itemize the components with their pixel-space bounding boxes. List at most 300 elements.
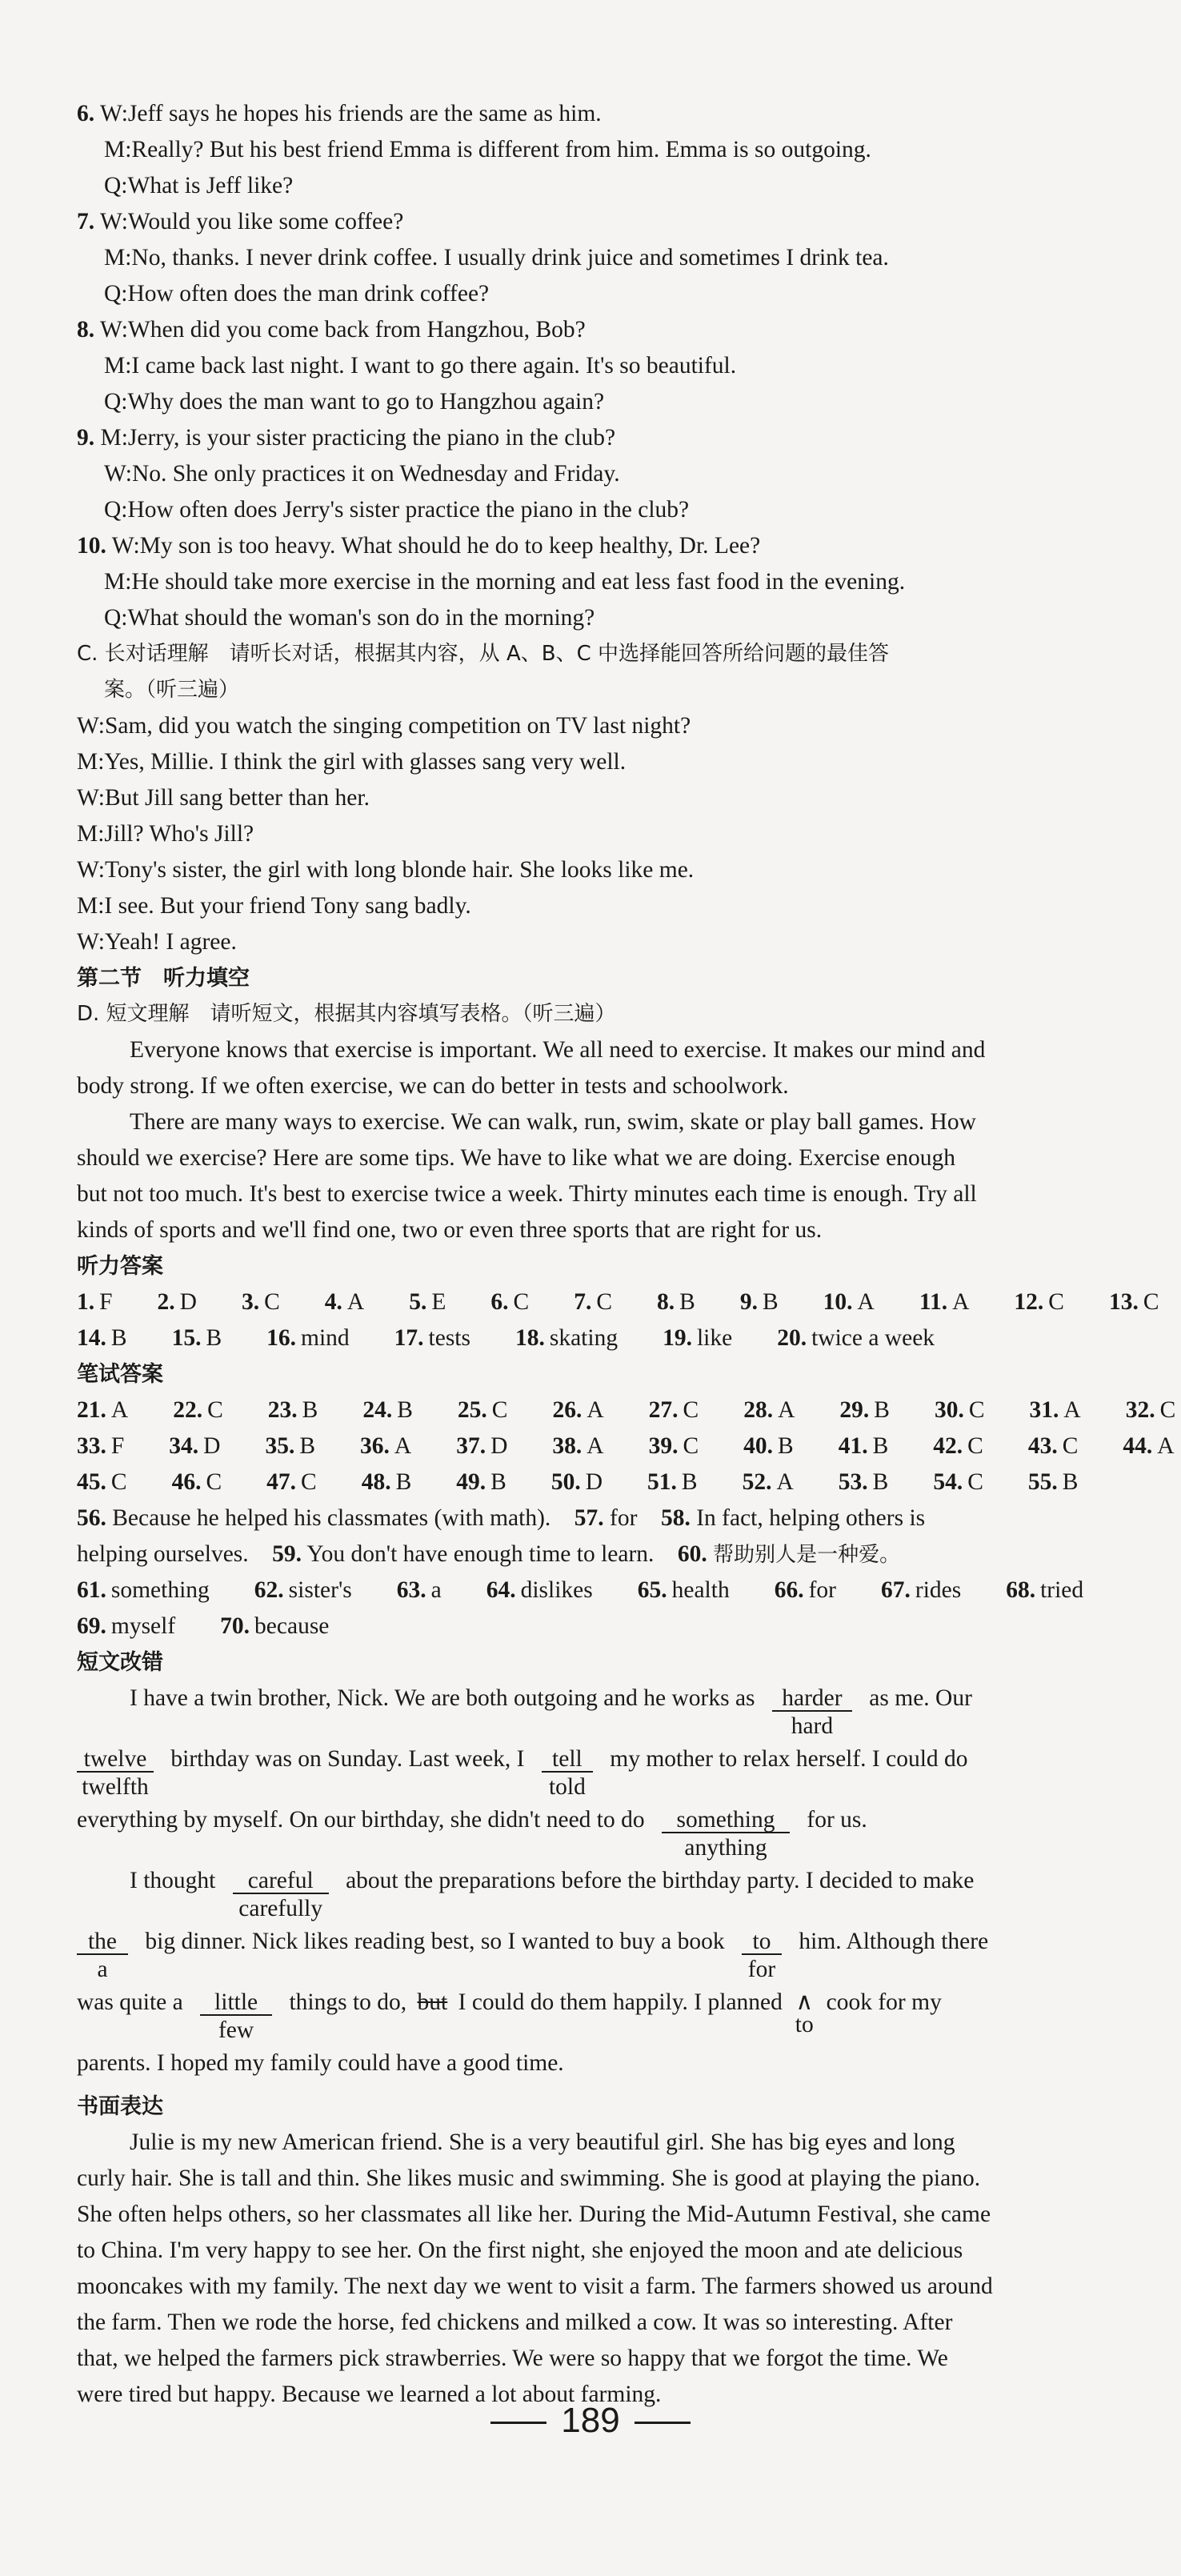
- answer-item: [1028, 1428, 1101, 1464]
- answer-value: A: [110, 1397, 129, 1423]
- answer-item: [325, 1284, 386, 1320]
- answer-number: 49.: [456, 1469, 486, 1495]
- script-10-line: [77, 564, 1141, 600]
- correction-line6: was quite a little few things to do, but I could do them happily. I planned ∧ to cook for my: [77, 1985, 1141, 2045]
- script-8-line: [77, 384, 1141, 420]
- answer-item: [839, 1428, 911, 1464]
- answer-item: [77, 1464, 150, 1500]
- answer-value: B: [872, 1433, 889, 1459]
- answer-item: [777, 1320, 957, 1356]
- listening-answers-row1: [77, 1284, 1159, 1320]
- writing-line: She often helps others, so her classmates all like her. During the Mid-Autumn Festival, she came: [77, 2201, 991, 2227]
- answer-item: [242, 1284, 302, 1320]
- answer-value: B: [762, 1289, 779, 1315]
- answer-number: 11.: [919, 1289, 948, 1315]
- answer-item: [362, 1464, 434, 1500]
- answer-value: A: [857, 1289, 875, 1315]
- answer-number: 31.: [1029, 1397, 1059, 1423]
- part-c-dialogue: [77, 708, 1141, 960]
- answer-value: D: [203, 1433, 221, 1459]
- answer-number: 48.: [361, 1469, 391, 1495]
- answer-58: In fact, helping others is: [696, 1505, 926, 1531]
- answer-value: C: [110, 1469, 127, 1495]
- answer-item: [919, 1284, 992, 1320]
- answer-60: 帮助别人是一种爱。: [713, 1543, 901, 1567]
- answer-value: F: [99, 1289, 113, 1315]
- answer-number: 13.: [1108, 1289, 1139, 1315]
- part-d-section: [77, 960, 1141, 1248]
- answer-number: 46.: [171, 1469, 202, 1495]
- answer-number: 18.: [514, 1325, 545, 1351]
- answer-number: 14.: [77, 1325, 106, 1351]
- part-d-para2-line4: kinds of sports and we'll find one, two or even three sports that are right for us.: [77, 1217, 823, 1243]
- answer-item: [486, 1572, 615, 1608]
- answer-number: 41.: [838, 1433, 868, 1459]
- answer-number: 32.: [1125, 1397, 1155, 1423]
- answer-value: B: [206, 1325, 222, 1351]
- script-text: W:No. She only practices it on Wednesday and Friday.: [104, 461, 620, 487]
- script-text: W:Jeff says he hopes his friends are the same as him.: [99, 101, 602, 126]
- answer-value: C: [513, 1289, 530, 1315]
- answer-value: E: [431, 1289, 446, 1315]
- answer-item: [1030, 1392, 1103, 1428]
- script-9-line: [77, 492, 1141, 528]
- answer-item: [77, 1320, 150, 1356]
- written-answers-row2: [77, 1428, 1175, 1464]
- answer-value: B: [872, 1469, 889, 1495]
- answer-item: [360, 1428, 434, 1464]
- answer-value: C: [1159, 1397, 1176, 1423]
- answer-number: 23.: [267, 1397, 298, 1423]
- answer-value: F: [110, 1433, 125, 1459]
- section2-title: 第二节 听力填空: [77, 966, 250, 991]
- part-c-title: C. 长对话理解 请听长对话，根据其内容，从 A、B、C 中选择能回答所给问题的最佳答: [77, 642, 889, 666]
- writing-line: mooncakes with my family. The next day we went to visit a farm. The farmers showed us around: [77, 2274, 993, 2299]
- answer-56: Because he helped his classmates (with math).: [112, 1505, 551, 1531]
- answer-number: 6.: [490, 1289, 509, 1315]
- answer-item: [458, 1392, 530, 1428]
- answer-number: 62.: [254, 1577, 284, 1603]
- answer-value: D: [179, 1289, 197, 1315]
- answer-value: C: [967, 1469, 983, 1495]
- answer-item: [266, 1464, 339, 1500]
- correction-line2: twelve twelfth birthday was on Sunday. Last week, I tell told my mother to relax herself. I could do: [77, 1741, 1141, 1802]
- listening-answers-title: 听力答案: [77, 1254, 163, 1279]
- answer-number: 10.: [823, 1289, 853, 1315]
- written-answers-row3: [77, 1464, 1141, 1500]
- answer-number: 12.: [1014, 1289, 1044, 1315]
- answer-value: D: [585, 1469, 603, 1495]
- answer-item: [647, 1464, 720, 1500]
- answer-item: [881, 1572, 983, 1608]
- answer-value: B: [681, 1469, 698, 1495]
- answer-value: C: [207, 1397, 223, 1423]
- correction-mark-something: something anything: [662, 1808, 790, 1833]
- page-number: 189: [0, 2401, 1181, 2441]
- answer-value: A: [1157, 1433, 1175, 1459]
- answer-number: 39.: [648, 1433, 679, 1459]
- written-answers-row61: [77, 1572, 1141, 1608]
- answer-item: [649, 1392, 722, 1428]
- script-number: 8.: [77, 317, 95, 343]
- answer-value: twice a week: [811, 1325, 935, 1351]
- page-number-dash-right: [635, 2422, 691, 2424]
- answer-number: 66.: [774, 1577, 804, 1603]
- answer-item: [362, 1392, 435, 1428]
- answer-value: for: [808, 1577, 836, 1603]
- script-6-line: [77, 96, 1141, 132]
- writing-text: [77, 2125, 1141, 2413]
- answer-value: A: [394, 1433, 412, 1459]
- script-6-line: [77, 168, 1141, 204]
- correction-mark-insert-to: ∧ to: [795, 1989, 814, 2037]
- answer-value: B: [302, 1397, 318, 1423]
- answer-item: [456, 1428, 530, 1464]
- writing-line: Julie is my new American friend. She is a very beautiful girl. She has big eyes and long: [130, 2129, 955, 2155]
- answer-item: [823, 1284, 897, 1320]
- answer-number: 55.: [1027, 1469, 1058, 1495]
- answer-value: B: [778, 1433, 794, 1459]
- answer-value: B: [679, 1289, 695, 1315]
- answer-item: [266, 1320, 372, 1356]
- answer-value: something: [110, 1577, 210, 1603]
- answer-item: [933, 1428, 1006, 1464]
- answer-number: 47.: [266, 1469, 296, 1495]
- script-text: M:I came back last night. I want to go there again. It's so beautiful.: [104, 353, 737, 379]
- answer-item: [169, 1428, 242, 1464]
- script-text: M:Really? But his best friend Emma is different from him. Emma is so outgoing.: [104, 137, 871, 162]
- answer-item: [574, 1284, 635, 1320]
- script-text: W:When did you come back from Hangzhou, Bob?: [99, 317, 586, 343]
- dialogue-line: W:But Jill sang better than her.: [77, 785, 370, 811]
- writing-title: 书面表达: [77, 2094, 163, 2119]
- answer-item: [839, 1392, 912, 1428]
- answer-value: myself: [110, 1613, 176, 1639]
- answer-item: [933, 1464, 1006, 1500]
- answer-item: [839, 1464, 911, 1500]
- answer-number: 50.: [550, 1469, 581, 1495]
- writing-line: curly hair. She is tall and thin. She likes music and swimming. She is good at playing the piano.: [77, 2165, 981, 2191]
- answer-item: [397, 1572, 464, 1608]
- answer-value: A: [952, 1289, 970, 1315]
- answer-item: [77, 1572, 232, 1608]
- correction-line3: everything by myself. On our birthday, she didn't need to do something anything for us.: [77, 1807, 867, 1861]
- correction-mark-the: the a: [77, 1929, 128, 1955]
- answer-number: 2.: [157, 1289, 175, 1315]
- answer-item: [77, 1392, 150, 1428]
- script-text: M:No, thanks. I never drink coffee. I usually drink juice and sometimes I drink tea.: [104, 245, 889, 270]
- answer-value: A: [778, 1397, 795, 1423]
- answer-number: 69.: [77, 1613, 106, 1639]
- answer-value: B: [395, 1469, 412, 1495]
- answer-57: for: [610, 1505, 638, 1531]
- script-9-line: [77, 456, 1141, 492]
- script-7-line: [77, 276, 1141, 312]
- answer-number: 37.: [456, 1433, 486, 1459]
- answer-item: [158, 1284, 219, 1320]
- answer-number: 63.: [396, 1577, 426, 1603]
- answer-value: B: [110, 1325, 127, 1351]
- answer-value: C: [1048, 1289, 1064, 1315]
- answer-number: 35.: [265, 1433, 295, 1459]
- answer-value: C: [264, 1289, 280, 1315]
- answer-number: 4.: [324, 1289, 342, 1315]
- answer-item: [515, 1320, 640, 1356]
- answer-value: A: [586, 1433, 604, 1459]
- writing-section: [77, 2089, 1141, 2413]
- answer-item: [220, 1608, 351, 1645]
- script-8-line: [77, 312, 1141, 348]
- answer-item: [740, 1284, 801, 1320]
- answer-item: [552, 1428, 626, 1464]
- answer-number: 21.: [77, 1397, 106, 1423]
- answer-number: 27.: [648, 1397, 679, 1423]
- answer-number: 29.: [839, 1397, 870, 1423]
- answer-item: [743, 1464, 816, 1500]
- script-text: W:Would you like some coffee?: [99, 209, 404, 234]
- answer-number: 34.: [169, 1433, 199, 1459]
- answer-item: [743, 1392, 817, 1428]
- answer-number: 67.: [881, 1577, 911, 1603]
- answer-number: 22.: [173, 1397, 203, 1423]
- answer-number: 52.: [742, 1469, 772, 1495]
- answer-value: C: [596, 1289, 613, 1315]
- part-d-para2-line1: There are many ways to exercise. We can walk, run, swim, skate or play ball games. How: [130, 1109, 976, 1135]
- script-9-line: [77, 420, 1141, 456]
- answer-item: [1006, 1572, 1106, 1608]
- answer-value: A: [1063, 1397, 1081, 1423]
- written-answers: [77, 1356, 1176, 1645]
- written-answers-row1: [77, 1392, 1176, 1428]
- answer-item: [1028, 1464, 1101, 1500]
- answer-number: 45.: [77, 1469, 106, 1495]
- answer-value: B: [1062, 1469, 1079, 1495]
- part-d-para1-line1: Everyone knows that exercise is important. We all need to exercise. It makes our mind and: [130, 1037, 986, 1063]
- script-text: W:My son is too heavy. What should he do to keep healthy, Dr. Lee?: [111, 533, 761, 559]
- answer-item: [77, 1608, 198, 1645]
- script-text: Q:Why does the man want to go to Hangzhou again?: [104, 389, 605, 415]
- answer-59: You don't have enough time to learn.: [306, 1541, 655, 1567]
- answer-number: 5.: [409, 1289, 427, 1315]
- answer-value: dislikes: [520, 1577, 593, 1603]
- answer-item: [172, 1464, 245, 1500]
- answer-number: 33.: [77, 1433, 106, 1459]
- answer-number: 19.: [663, 1325, 692, 1351]
- answer-value: a: [430, 1577, 442, 1603]
- answer-value: C: [1062, 1433, 1079, 1459]
- answer-number: 3.: [241, 1289, 260, 1315]
- correction-mark-but-deleted: but: [417, 1989, 448, 2015]
- answer-item: [775, 1572, 859, 1608]
- listening-answers: [77, 1248, 1159, 1356]
- answer-number: 40.: [743, 1433, 774, 1459]
- page-number-dash-left: [490, 2422, 546, 2424]
- answer-item: [409, 1284, 468, 1320]
- writing-line: were tired but happy. Because we learned a lot about farming.: [77, 2382, 662, 2407]
- answer-number: 61.: [77, 1577, 106, 1603]
- answer-number: 16.: [266, 1325, 296, 1351]
- script-text: Q:What should the woman's son do in the morning?: [104, 605, 595, 631]
- answer-value: health: [671, 1577, 730, 1603]
- answer-item: [657, 1284, 718, 1320]
- answer-value: A: [586, 1397, 604, 1423]
- answer-number: 17.: [394, 1325, 424, 1351]
- dialogue-line: W:Sam, did you watch the singing competition on TV last night?: [77, 713, 691, 739]
- script-7-line: [77, 240, 1141, 276]
- answer-number: 54.: [933, 1469, 963, 1495]
- answer-number: 7.: [574, 1289, 592, 1315]
- answer-value: A: [346, 1289, 365, 1315]
- answer-item: [254, 1572, 374, 1608]
- part-d-title: D. 短文理解 请听短文，根据其内容填写表格。（听三遍）: [77, 1002, 616, 1026]
- correction-mark-to: to for: [742, 1929, 782, 1955]
- script-number: 10.: [77, 533, 106, 559]
- answer-value: C: [301, 1469, 317, 1495]
- answer-number: 8.: [657, 1289, 675, 1315]
- answer-number: 25.: [457, 1397, 487, 1423]
- answer-item: [935, 1392, 1007, 1428]
- correction-mark-tell: tell told: [542, 1747, 593, 1773]
- script-number: 6.: [77, 101, 95, 126]
- listening-scripts: [77, 96, 1141, 636]
- script-text: Q:How often does the man drink coffee?: [104, 281, 490, 306]
- written-answers-row69: [77, 1608, 1141, 1645]
- answer-value: C: [1143, 1289, 1159, 1315]
- correction-title: 短文改错: [77, 1650, 163, 1675]
- answer-number: 30.: [934, 1397, 964, 1423]
- answer-item: [552, 1392, 626, 1428]
- answer-value: B: [874, 1397, 890, 1423]
- answer-item: [1126, 1392, 1181, 1428]
- answer-number: 20.: [777, 1325, 807, 1351]
- answer-number: 65.: [637, 1577, 667, 1603]
- writing-line: to China. I'm very happy to see her. On the first night, she enjoyed the moon and ate delicious: [77, 2237, 963, 2263]
- part-d-para1-line2: body strong. If we often exercise, we can do better in tests and schoolwork.: [77, 1073, 789, 1099]
- answer-value: B: [397, 1397, 413, 1423]
- answer-item: [1014, 1284, 1087, 1320]
- correction-mark-harder: harder hard: [772, 1686, 852, 1712]
- dialogue-line: M:Yes, Millie. I think the girl with glasses sang very well.: [77, 749, 627, 775]
- dialogue-line: M:Jill? Who's Jill?: [77, 821, 254, 847]
- correction-line1: I have a twin brother, Nick. We are both outgoing and he works as harder hard as me. Our: [130, 1685, 972, 1739]
- script-text: Q:What is Jeff like?: [104, 173, 294, 198]
- script-7-line: [77, 204, 1141, 240]
- answer-item: [663, 1320, 755, 1356]
- answer-value: skating: [549, 1325, 619, 1351]
- answer-value: C: [206, 1469, 222, 1495]
- answer-value: tests: [428, 1325, 470, 1351]
- answer-number: 44.: [1123, 1433, 1153, 1459]
- writing-line: that, we helped the farmers pick strawberries. We were so happy that we forgot the time. We: [77, 2346, 948, 2371]
- answer-value: B: [299, 1433, 316, 1459]
- answer-number: 36.: [360, 1433, 390, 1459]
- answer-item: [394, 1320, 493, 1356]
- answer-value: rides: [915, 1577, 962, 1603]
- answer-item: [173, 1392, 246, 1428]
- script-6-line: [77, 132, 1141, 168]
- answer-number: 70.: [220, 1613, 250, 1639]
- answer-value: mind: [301, 1325, 350, 1351]
- answer-number: 42.: [933, 1433, 963, 1459]
- written-answers-56-58: 56. Because he helped his classmates (with math). 57. for 58. In fact, helping others is: [77, 1505, 926, 1531]
- answer-number: 68.: [1006, 1577, 1036, 1603]
- answer-item: [649, 1428, 722, 1464]
- script-10-line: [77, 600, 1141, 636]
- answer-value: C: [683, 1433, 699, 1459]
- correction-line4: I thought careful carefully about the preparations before the birthday party. I decided to make: [130, 1868, 975, 1921]
- answer-value: C: [491, 1397, 508, 1423]
- answer-58-cont: helping ourselves.: [77, 1541, 249, 1567]
- answer-number: 24.: [362, 1397, 393, 1423]
- script-10-line: [77, 528, 1141, 564]
- answer-number: 38.: [552, 1433, 582, 1459]
- answer-item: [1123, 1428, 1181, 1464]
- listening-answers-row2: [77, 1320, 1141, 1356]
- answer-number: 26.: [552, 1397, 582, 1423]
- answer-value: C: [968, 1397, 985, 1423]
- correction-line7: parents. I hoped my family could have a good time.: [77, 2050, 564, 2076]
- script-8-line: [77, 348, 1141, 384]
- answer-number: 64.: [486, 1577, 516, 1603]
- answer-item: [77, 1428, 146, 1464]
- part-c-section: [77, 636, 1141, 960]
- script-text: Q:How often does Jerry's sister practice the piano in the club?: [104, 497, 690, 523]
- answer-item: [172, 1320, 245, 1356]
- answer-value: tried: [1040, 1577, 1084, 1603]
- answer-item: [638, 1572, 752, 1608]
- answer-number: 43.: [1027, 1433, 1058, 1459]
- answer-item: [490, 1284, 551, 1320]
- correction-mark-little: little few: [200, 1990, 272, 2016]
- script-number: 9.: [77, 425, 95, 451]
- correction-line5: the a big dinner. Nick likes reading best, so I wanted to buy a book to for him. Although there: [77, 1924, 1141, 1985]
- answer-value: because: [254, 1613, 330, 1639]
- part-c-title-cont: 案。（听三遍）: [104, 678, 240, 702]
- correction-mark-twelve: twelve twelfth: [77, 1747, 154, 1773]
- answer-value: D: [490, 1433, 508, 1459]
- answer-item: [743, 1428, 816, 1464]
- answer-number: 53.: [838, 1469, 868, 1495]
- answer-item: [1109, 1284, 1181, 1320]
- answer-number: 51.: [647, 1469, 677, 1495]
- answer-value: like: [696, 1325, 733, 1351]
- answer-item: [551, 1464, 625, 1500]
- answer-item: [77, 1284, 135, 1320]
- error-correction: [77, 1645, 1141, 2081]
- correction-mark-careful: careful carefully: [233, 1869, 329, 1894]
- answer-item: [265, 1428, 338, 1464]
- writing-line: the farm. Then we rode the horse, fed chickens and milked a cow. It was so interesting. After: [77, 2310, 953, 2335]
- answer-number: 28.: [743, 1397, 774, 1423]
- answer-value: C: [683, 1397, 699, 1423]
- part-d-para2-line2: should we exercise? Here are some tips. We have to like what we are doing. Exercise enough: [77, 1145, 956, 1171]
- written-answers-58-60: helping ourselves. 59. You don't have enough time to learn. 60. 帮助别人是一种爱。: [77, 1541, 901, 1567]
- dialogue-line: W:Tony's sister, the girl with long blonde hair. She looks like me.: [77, 857, 695, 883]
- script-text: M:Jerry, is your sister practicing the piano in the club?: [100, 425, 616, 451]
- written-answers-title: 笔试答案: [77, 1362, 163, 1387]
- part-d-para2-line3: but not too much. It's best to exercise twice a week. Thirty minutes each time is enough. Try all: [77, 1181, 977, 1207]
- answer-number: 15.: [171, 1325, 202, 1351]
- answer-item: [268, 1392, 341, 1428]
- script-text: M:He should take more exercise in the morning and eat less fast food in the evening.: [104, 569, 906, 595]
- dialogue-line: W:Yeah! I agree.: [77, 929, 237, 955]
- answer-value: A: [776, 1469, 794, 1495]
- answer-value: sister's: [288, 1577, 352, 1603]
- answer-number: 9.: [739, 1289, 758, 1315]
- dialogue-line: M:I see. But your friend Tony sang badly.: [77, 893, 471, 919]
- answer-item: [456, 1464, 529, 1500]
- answer-number: 1.: [77, 1289, 95, 1315]
